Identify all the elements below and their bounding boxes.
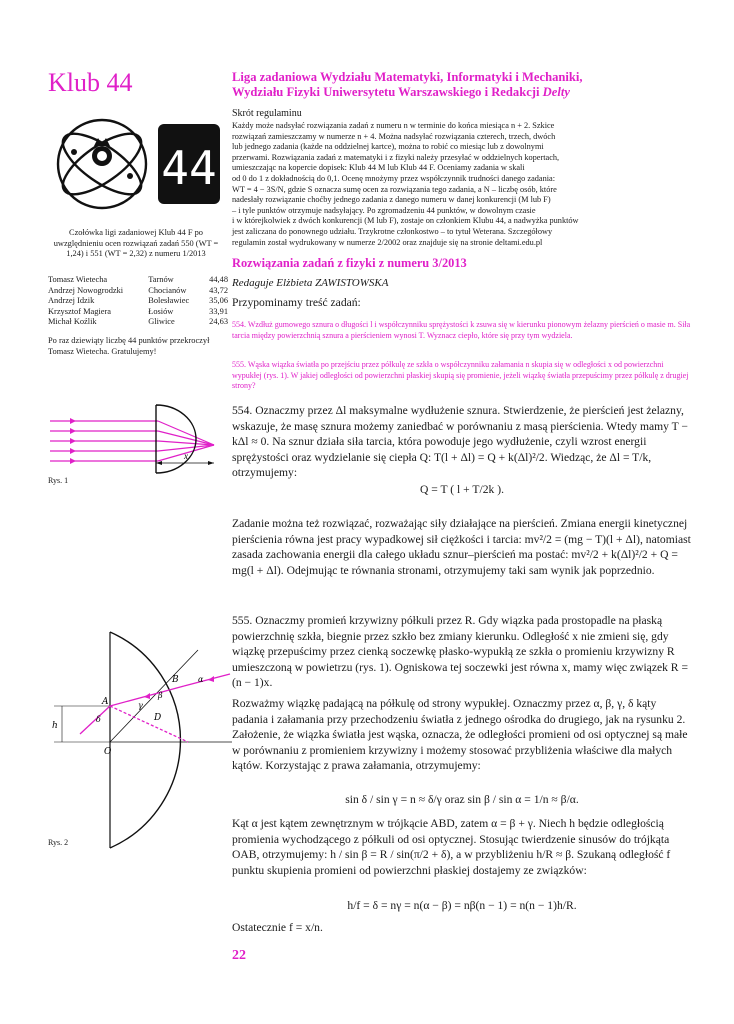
solution-555-final: Ostatecznie f = x/n. — [232, 921, 323, 934]
league-header: Liga zadaniowa Wydziału Matematyki, Informatyki i Mechaniki, Wydziału Fizyki Uniwersytetu Warszawskiego i Redakcji Delty — [232, 70, 583, 99]
fig1-x-label: x — [184, 451, 188, 461]
figure-1-label: Rys. 1 — [48, 476, 69, 485]
svg-text:β: β — [158, 691, 163, 700]
solution-555-p2: Rozważmy wiązkę padającą na półkulę od strony wypukłej. Oznaczmy przez α, β, γ, δ kąty padania i załamania przy przechodzeniu światła z jednego ośrodka do drugiego, jak na rysunku 2. Założenie, że wiązka światła jest wąska, oznacza, że odległości promieni od osi optycznej są małe w porównaniu z promieniem krzywizny i możemy stosować przybliżenia właściwe dla małych kątów. Korzystając z prawa załamania, otrzymujemy: — [232, 697, 688, 773]
solution-554-p2: Zadanie można też rozwiązać, rozważając siły działające na pierścień. Zmiana energii kinetycznej pierścienia równa jest pracy wypadkowej sił ciężkości i tarcia: mv²/2 = (mg − T)(l + Δl), natomiast zasada zachowania energii dla całego układu sznur–pierścień ma postać: mv²/2 + k(Δl)²/2 + Q = mg(l + Δl). Odejmując te równania stronami, otrzymujemy taki sam wynik jak poprzednio. — [232, 517, 691, 577]
section-editor: Redaguje Elżbieta ZAWISTOWSKA — [232, 277, 389, 289]
svg-text:B: B — [172, 675, 179, 685]
solution-555-eq2: h/f = δ = nγ = n(α − β) = nβ(n − 1) = n(n − 1)h/R. — [347, 899, 577, 912]
rules-line: od 0 do 1 z dokładnością do 0,1. Ocenę mnożymy przez współczynnik trudności danego zadania: — [232, 173, 556, 183]
leader-score: 33,91 — [209, 306, 228, 316]
leader-name: Andrzej Nowogrodzki — [48, 285, 124, 295]
rules-line: i w którejkolwiek z dwóch konkurencji (M lub F), zostaje on członkiem Klubu 44, a nadwyżka punktów — [232, 216, 579, 226]
leader-score: 44,48 — [209, 275, 228, 284]
svg-text:A: A — [102, 697, 109, 707]
logo-digits: 44 — [161, 141, 217, 195]
svg-text:γ: γ — [138, 701, 143, 710]
rules-line: rozwiązań zamieszczamy w numerze n + 4. Można nadsyłać rozwiązania czterech, trzech, dwóch — [232, 131, 556, 141]
rules-line: regulamin został wydrukowany w numerze 2/2002 oraz znajduje się na stronie deltami.edu.pl — [232, 237, 543, 247]
section-title: Rozwiązania zadań z fizyki z numeru 3/2013 — [232, 256, 467, 270]
svg-text:δ: δ — [96, 715, 101, 724]
rules-text — [232, 121, 692, 248]
leaderboard-caption: Czołówka ligi zadaniowej Klub 44 F po uwzględnieniu ocen rozwiązań zadań 550 (WT = 1,24) i 551 (WT = 2,32) z numeru 1/2013 — [53, 228, 219, 259]
leader-town: Chocianów — [148, 285, 187, 295]
task-555: 555. Wąska wiązka światła po przejściu przez półkulę ze szkła o współczynniku załamania n skupia się w odległości x od powierzchni wypukłej (rys. 1). W jakiej odległości od powierzchni płaskiej skupią się promienie, jeżeli wiązkę światła przepuścimy przez półkulę z drugiej strony? — [232, 360, 689, 391]
leader-town: Tarnów — [148, 275, 174, 284]
rules-subtitle: Skrót regulaminu — [232, 108, 302, 119]
leaderboard-row — [48, 317, 228, 328]
rules-line: – i tyle punktów otrzymuje nadsyłający. Po zgromadzeniu 44 punktów, w dowolnym czasie — [232, 205, 536, 215]
leader-score: 35,06 — [209, 296, 228, 306]
leader-name: Andrzej Idzik — [48, 296, 95, 306]
solution-555-eq1: sin δ / sin γ = n ≈ δ/γ oraz sin β / sin α = 1/n ≈ β/α. — [345, 793, 579, 806]
figure-2-label: Rys. 2 — [48, 838, 69, 847]
leaderboard-row — [48, 275, 228, 286]
solution-555-p3: Kąt α jest kątem zewnętrznym w trójkącie ABD, zatem α = β + γ. Niech h będzie odległością promienia wychodzącego z półkuli od osi optycznej. Stosując twierdzenie sinusów do trójkąta OAB, otrzymujemy: h / sin β = R / sin(π/2 + δ), a w przybliżeniu h/R ≈ β. Szukaną odległość f punktu skupienia promieni od powierzchni płaskiej dostajemy ze związków: — [232, 817, 671, 877]
figure-1 — [48, 395, 228, 479]
solution-554-p1: 554. Oznaczmy przez Δl maksymalne wydłużenie sznura. Stwierdzenie, że pierścień jest żelazny, wskazuje, że masę sznura możemy zaniedbać w porównaniu z masą pierścienia. Wtedy mamy T − kΔl ≈ 0. Na sznur działa siła tarcia, która powoduje jego wydłużenie, czyli wzrost energii sprężystości oraz wydzielanie się ciepła Q: T(l + Δl) = Q + k(Δl)²/2. Wiedząc, że Δl = T/k, otrzymujemy: — [232, 404, 688, 480]
leader-score: 24,63 — [209, 317, 228, 327]
leaderboard-table — [48, 275, 228, 328]
leader-score: 43,72 — [209, 285, 228, 295]
solution-554-eq1: Q = T ( l + T/2k ). — [420, 483, 504, 496]
klub-44-logo — [48, 112, 224, 220]
rules-line: przerwami. Rozwiązania zadań z matematyki i z fizyki należy przesyłać w oddzielnych kopertach, — [232, 152, 560, 162]
svg-text:h: h — [52, 721, 58, 731]
congratulations-note: Po raz dziewiąty liczbę 44 punktów przekroczył Tomasz Wietecha. Gratulujemy! — [48, 336, 210, 356]
leader-town: Gliwice — [148, 317, 175, 327]
reminder: Przypominamy treść zadań: — [232, 296, 361, 309]
leaderboard-row — [48, 307, 228, 318]
rules-line: Każdy może nadsyłać rozwiązania zadań z numeru n w terminie do końca miesiąca n + 2. Szkice — [232, 121, 555, 130]
solution-555-p1: 555. Oznaczmy promień krzywizny półkuli przez R. Gdy wiązka pada prostopadle na płaską powierzchnię szkła, biegnie przez szkło bez zmiany kierunku. Odległość x nie zmieni się, gdy wiązkę przepuścimy przez cienką soczewkę płasko-wypukłą ze szkła o promieniu krzywizny R umieszczoną w powietrzu (rys. 1). Ogniskowa tej soczewki jest równa x, mamy więc związek R = (n − 1)x. — [232, 614, 688, 690]
svg-text:O: O — [104, 747, 112, 757]
leader-town: Łosiów — [148, 306, 174, 316]
rules-line: WT = 4 − 3S/N, gdzie S oznacza sumę ocen za rozwiązania tego zadania, a N – liczbę osób, które — [232, 184, 557, 194]
rules-line: lub jednego zadania (każde na oddzielnej kartce), można to robić co miesiąc lub z dowolnymi — [232, 142, 544, 152]
rules-line: umieszczając na kopercie dopisek: Klub 44 M lub Klub 44 F. Oceniamy zadania w skali — [232, 163, 525, 173]
svg-text:α: α — [198, 675, 204, 684]
rules-line: nadesłały rozwiązanie choćby jednego zadania z danego numeru w danej konkurencji (M lub F) — [232, 195, 551, 205]
club-title: Klub 44 — [48, 68, 133, 97]
leaderboard-row — [48, 296, 228, 307]
svg-text:D: D — [154, 713, 162, 723]
task-554: 554. Wzdłuż gumowego sznura o długości l i współczynniku sprężystości k zsuwa się w kierunku pionowym żelazny pierścień o masie m. Siła tarcia między powierzchnią sznura a pierścieniem wynosi T. Wyznacz ciepło, które się przy tym wydziela. — [232, 320, 691, 340]
rules-line: jest zaliczana do ponownego udziału. Trzykrotne członkostwo – to tytuł Weterana. Szczegółowy — [232, 226, 553, 236]
leader-name: Tomasz Wietecha — [48, 275, 108, 284]
leader-town: Bolesławiec — [148, 296, 190, 306]
leader-name: Krzysztof Magiera — [48, 306, 112, 316]
page-number: 22 — [232, 948, 246, 963]
figure-2 — [48, 630, 232, 854]
leaderboard-row — [48, 286, 228, 297]
leader-name: Michał Koźlik — [48, 317, 97, 327]
